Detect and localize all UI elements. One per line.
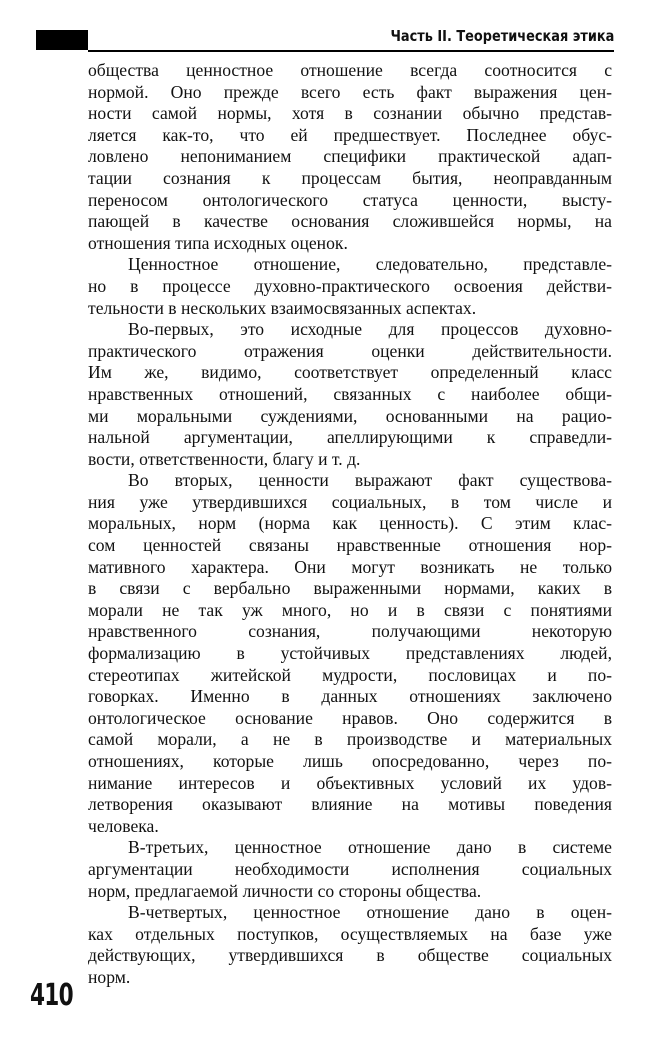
text-line: нормой. Оно прежде всего есть факт выражения цен- [88, 81, 612, 102]
text-line: действующих, утвердившихся в обществе социальных [88, 945, 612, 966]
header-black-bar [36, 30, 88, 50]
text-line: норм. [88, 966, 131, 987]
text-line: пающей в качестве основания сложившейся нормы, на [88, 211, 612, 232]
text-line: норм, предлагаемой личности со стороны общества. [88, 880, 482, 901]
page-number: 410 [30, 978, 73, 1013]
text-line: говорках. Именно в данных отношениях заключено [88, 686, 612, 707]
text-line: нравственных отношений, связанных с наиболее общи- [88, 383, 612, 404]
text-line: В-четвертых, ценностное отношение дано в оцен- [128, 902, 612, 923]
paragraph [88, 319, 612, 470]
paragraph [88, 902, 612, 988]
text-line: аргументации необходимости исполнения социальных [88, 858, 612, 879]
text-line: отношениях, которые лишь опосредованно, через по- [88, 751, 612, 771]
text-line: формализацию в устойчивых представлениях людей, [88, 643, 612, 664]
paragraph [88, 60, 612, 254]
text-line: ния уже утвердившихся социальных, в том числе и [88, 491, 612, 512]
text-line: мативного характера. Они могут возникать не только [88, 556, 612, 577]
header-rule [88, 50, 614, 52]
text-line: онтологическое основание нравов. Оно содержится в [88, 707, 612, 728]
text-line: моральных, норм (норма как ценность). С этим клас- [88, 513, 612, 534]
text-line: отношения типа исходных оценок. [88, 232, 348, 253]
text-line: нравственного сознания, получающими некоторую [88, 621, 612, 642]
paragraph [88, 470, 612, 837]
text-line: Во-первых, это исходные для процессов духовно- [128, 319, 612, 340]
text-line: нальной аргументации, апеллирующими к справедли- [88, 427, 612, 448]
text-line: ловлено непониманием специфики практической адап- [88, 146, 612, 167]
text-line: ляется как-то, что ей предшествует. Последнее обус- [88, 124, 612, 145]
paragraph [88, 837, 612, 902]
running-header [36, 26, 614, 52]
text-line: Ценностное отношение, следовательно, представле- [128, 254, 612, 275]
text-line: самой морали, а не в производстве и материальных [88, 729, 612, 750]
text-line: Им же, видимо, соответствует определенный класс [88, 362, 612, 383]
text-line: тации сознания к процессам бытия, неоправданным [88, 167, 612, 188]
text-line: стереотипах житейской мудрости, пословицах и по- [88, 664, 612, 685]
text-line: практического отражения оценки действительности. [88, 340, 612, 361]
text-line: человека. [88, 815, 159, 836]
text-line: Во вторых, ценности выражают факт существова- [128, 470, 612, 491]
text-line: вости, ответственности, благу и т. д. [88, 448, 361, 469]
text-line: морали не так уж много, но и в связи с понятиями [88, 599, 612, 620]
body-text [88, 60, 612, 989]
text-line: сом ценностей связаны нравственные отношения нор- [88, 535, 612, 556]
text-line: тельности в нескольких взаимосвязанных аспектах. [88, 297, 477, 318]
text-line: ми моральными суждениями, основанными на рацио- [88, 405, 612, 426]
text-line: нимание интересов и объективных условий их удов- [88, 772, 612, 793]
text-line: ности самой нормы, хотя в сознании обычно представ- [88, 103, 612, 124]
text-line: в связи с вербально выраженными нормами, каких в [88, 578, 612, 599]
text-line: но в процессе духовно-практического освоения действи- [88, 275, 612, 296]
text-line: В-третьих, ценностное отношение дано в системе [128, 837, 612, 858]
text-line: ках отдельных поступков, осуществляемых на базе уже [88, 923, 612, 944]
text-line: переносом онтологического статуса ценности, высту- [88, 189, 612, 210]
text-line: общества ценностное отношение всегда соотносится с [88, 60, 612, 80]
paragraph [88, 254, 612, 319]
running-header-title: Часть II. Теоретическая этика [390, 27, 614, 45]
text-line: летворения оказывают влияние на мотивы поведения [88, 794, 612, 815]
